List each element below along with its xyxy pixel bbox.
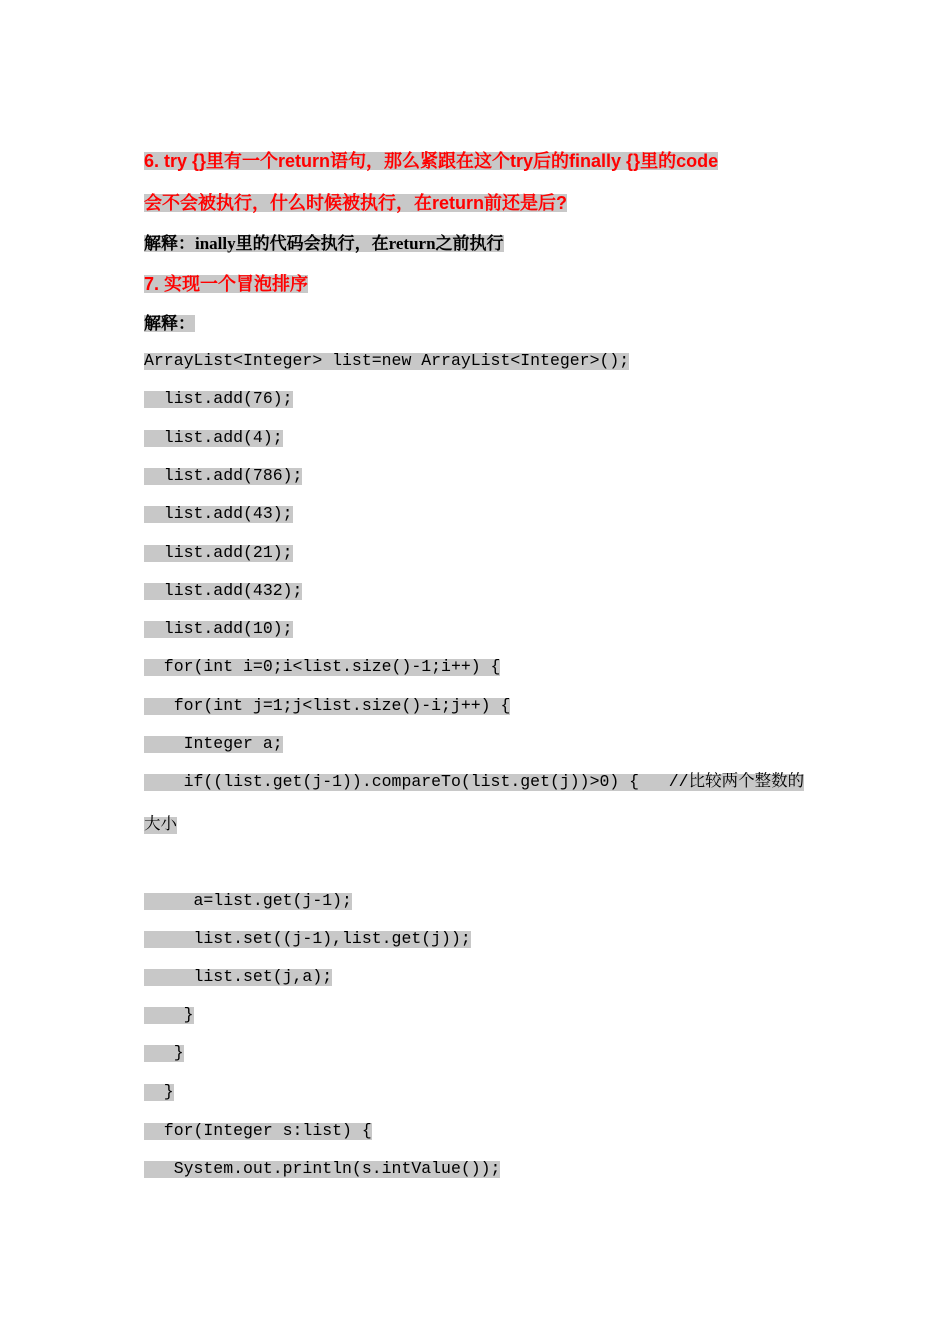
code-line: for(int i=0;i<list.size()-1;i++) { [144, 657, 501, 676]
code-line: if((list.get(j-1)).compareTo(list.get(j))>0) { //比较两个整数的 [144, 772, 805, 791]
code-line: } [144, 1005, 194, 1024]
code-line: list.add(432); [144, 581, 303, 600]
question-6-line-1: 6. try {}里有一个return语句，那么紧跟在这个try后的finally {}里的code [144, 151, 719, 171]
code-line: for(int j=1;j<list.size()-i;j++) { [144, 696, 511, 715]
code-line: System.out.println(s.intValue()); [144, 1159, 501, 1178]
code-line: list.set(j,a); [144, 967, 333, 986]
code-line: a=list.get(j-1); [144, 891, 352, 910]
question-6-line-2: 会不会被执行，什么时候被执行，在return前还是后? [144, 193, 567, 213]
question-7: 7. 实现一个冒泡排序 [144, 274, 309, 294]
code-line: list.add(76); [144, 389, 293, 408]
answer-6: 解释：inally里的代码会执行，在return之前执行 [144, 234, 504, 253]
answer-7-label: 解释： [144, 314, 195, 333]
code-line: } [144, 1082, 174, 1101]
code-line: list.add(43); [144, 504, 293, 523]
code-line: list.add(21); [144, 543, 293, 562]
code-line: } [144, 1043, 184, 1062]
code-line: ArrayList<Integer> list=new ArrayList<Integer>(); [144, 351, 630, 370]
code-line: 大小 [144, 815, 177, 834]
code-line: Integer a; [144, 734, 283, 753]
code-line: list.set((j-1),list.get(j)); [144, 929, 471, 948]
code-line: list.add(786); [144, 466, 303, 485]
code-line: for(Integer s:list) { [144, 1121, 372, 1140]
code-line: list.add(10); [144, 619, 293, 638]
code-line: list.add(4); [144, 428, 283, 447]
